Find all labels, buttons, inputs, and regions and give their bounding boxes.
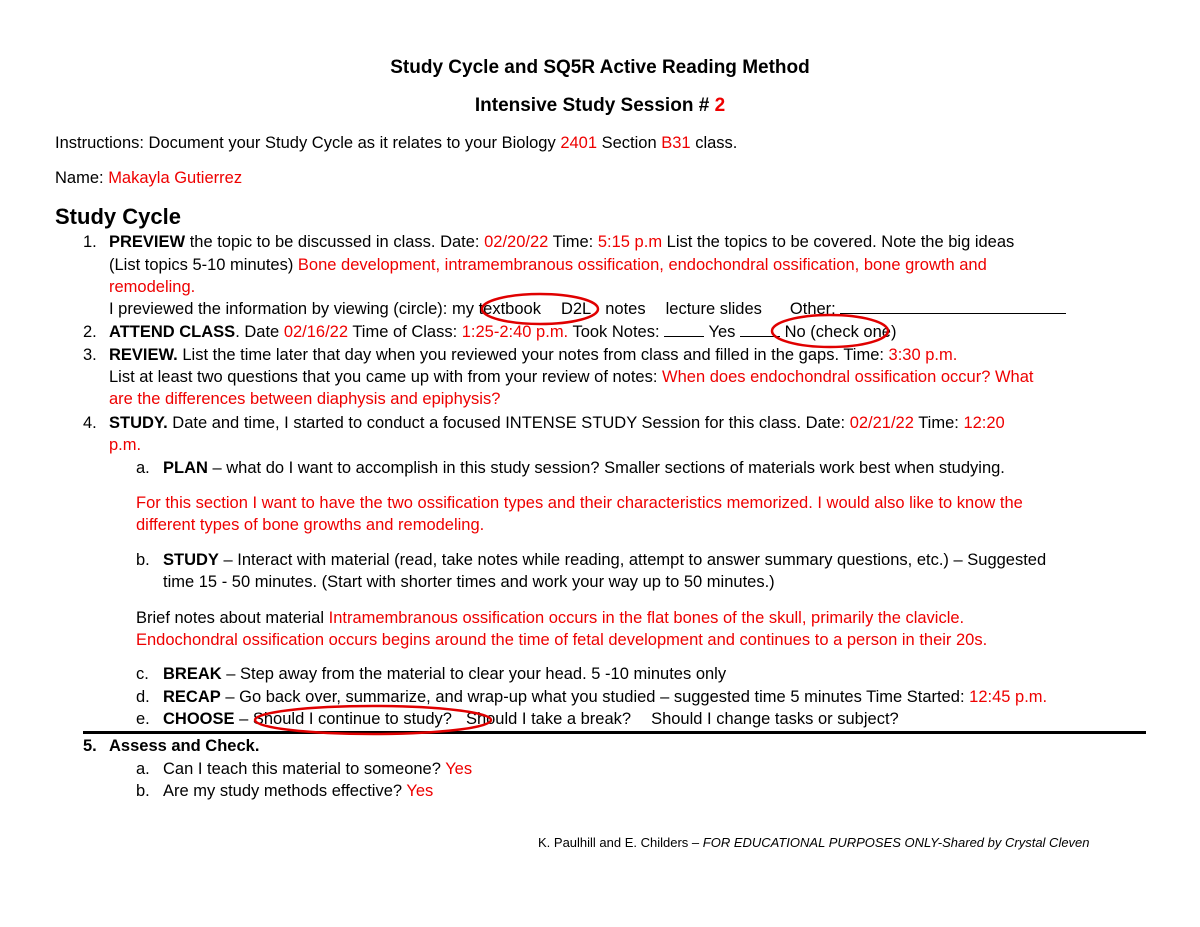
plan-line: PLAN – what do I want to accomplish in this study session? Smaller sections of materials work best when studying. [163,459,1005,477]
attend-date: 02/16/22 [283,323,349,341]
review-title: REVIEW. [109,346,178,364]
item-number: 1. [83,233,97,251]
document-title: Study Cycle and SQ5R Active Reading Method [390,57,810,78]
footer-italic: FOR EDUCATIONAL PURPOSES ONLY-Shared by Crystal Cleven [702,835,1090,850]
sub-letter: a. [136,760,150,778]
student-name: Name: Makayla Gutierrez [55,169,243,187]
preview-line: PREVIEW the topic to be discussed in class. Date: 02/20/22 Time: 5:15 p.m List the topics to be covered. Note the big ideas [109,233,1015,251]
attend-class-line: ATTEND CLASS. Date 02/16/22 Time of Class: 1:25-2:40 p.m. Took Notes: Yes No (check one) [109,323,897,341]
session-heading: Intensive Study Session # 2 [474,95,726,116]
item-number: 3. [83,346,97,364]
option-notes: notes [605,300,646,318]
option-textbook: my textbook [451,300,541,318]
study-sub-line-cont: time 15 - 50 minutes. (Start with shorter times and work your way up to 50 minutes.) [163,573,775,591]
sub-letter: a. [136,459,150,477]
assess-methods-line: Are my study methods effective? Yes [163,782,434,800]
sub-letter: e. [136,710,150,728]
item-number: 5. [83,737,97,755]
study-time-cont: p.m. [109,436,142,454]
study-time: 12:20 [963,414,1005,432]
break-line: BREAK – Step away from the material to clear your head. 5 -10 minutes only [163,665,727,683]
assess-teach-line: Can I teach this material to someone? Yes [163,760,473,778]
assess-teach-answer: Yes [445,760,473,778]
preview-date: 02/20/22 [484,233,549,251]
brief-notes-cont: Endochondral ossification occurs begins around the time of fetal development and continues to a person in their 20s. [136,631,988,649]
section-code: B31 [661,134,691,152]
study-sub-line: STUDY – Interact with material (read, take notes while reading, attempt to answer summary questions, etc.) – Suggested [163,551,1047,569]
sub-letter: c. [136,665,149,683]
other-blank [840,313,1066,314]
session-number: 2 [714,95,726,116]
sub-letter: b. [136,551,150,569]
recap-line: RECAP – Go back over, summarize, and wrap-up what you studied – suggested time 5 minutes Time Started: 12:45 p.m. [163,688,1048,706]
choose-title: CHOOSE [163,710,235,728]
recap-time: 12:45 p.m. [969,688,1048,706]
preview-topics-line: (List topics 5-10 minutes) Bone development, intramembranous ossification, endochondral ossification, bone growth and [109,256,987,274]
item-number: 2. [83,323,97,341]
review-time: 3:30 p.m. [888,346,958,364]
brief-notes: Intramembranous ossification occurs in the flat bones of the skull, primarily the clavicle. [328,609,965,627]
course-number: 2401 [560,134,598,152]
student-name-value: Makayla Gutierrez [108,169,243,187]
option-d2l: D2L [560,300,592,318]
item-number: 4. [83,414,97,432]
preview-title: PREVIEW [109,233,186,251]
option-take-break: Should I take a break? [465,710,632,728]
review-questions: When does endochondral ossification occur? What [662,368,1034,386]
plan-title: PLAN [163,459,208,477]
plan-answer-cont: different types of bone growths and remodeling. [136,516,485,534]
review-questions-cont: are the differences between diaphysis and epiphysis? [109,390,501,408]
study-line: STUDY. Date and time, I started to conduct a focused INTENSE STUDY Session for this class. Date: 02/21/22 Time: 12:20 [109,414,1005,432]
brief-notes-line: Brief notes about material Intramembranous ossification occurs in the flat bones of the skull, primarily the clavicle. [136,609,965,627]
preview-time: 5:15 p.m [597,233,663,251]
study-title: STUDY. [109,414,168,432]
divider-line [83,731,1146,734]
sub-letter: d. [136,688,150,706]
study-cycle-heading: Study Cycle [55,204,181,229]
yes-blank [664,336,704,337]
review-line: REVIEW. List the time later that day when you reviewed your notes from class and filled in the gaps. Time: 3:30 p.m. [109,346,958,364]
plan-answer: For this section I want to have the two ossification types and their characteristics memorized. I would also like to know the [136,494,1023,512]
option-continue-study: Should I continue to study? [252,710,452,728]
study-date: 02/21/22 [849,414,914,432]
assess-title: Assess and Check. [109,737,260,755]
sub-letter: b. [136,782,150,800]
option-lecture-slides: lecture slides [665,300,762,318]
assess-methods-answer: Yes [406,782,434,800]
option-other: Other: [789,300,836,318]
attend-class-title: ATTEND CLASS [109,323,236,341]
preview-topics: Bone development, intramembranous ossification, endochondral ossification, bone growth and [297,256,987,274]
footer-credit: K. Paulhill and E. Childers – FOR EDUCATIONAL PURPOSES ONLY-Shared by Crystal Cleven [538,835,1090,850]
instructions: Instructions: Document your Study Cycle as it relates to your Biology 2401 Section B31 class. [55,134,738,152]
preview-method-line: I previewed the information by viewing (circle): my textbook D2L notes lecture slides Other: [109,300,1066,319]
review-questions-line: List at least two questions that you came up with from your review of notes: When does endochondral ossification occur? What [109,368,1034,386]
no-blank [740,336,780,337]
attend-time: 1:25-2:40 p.m. [461,323,569,341]
study-sub-title: STUDY [163,551,219,569]
choose-line: CHOOSE – Should I continue to study? Should I take a break? Should I change tasks or subject? [163,710,899,728]
option-yes: Yes [708,323,736,341]
option-no: No (check one) [784,323,897,341]
break-title: BREAK [163,665,222,683]
option-change-tasks: Should I change tasks or subject? [651,710,899,728]
preview-topics-cont: remodeling. [109,278,196,296]
recap-title: RECAP [163,688,221,706]
